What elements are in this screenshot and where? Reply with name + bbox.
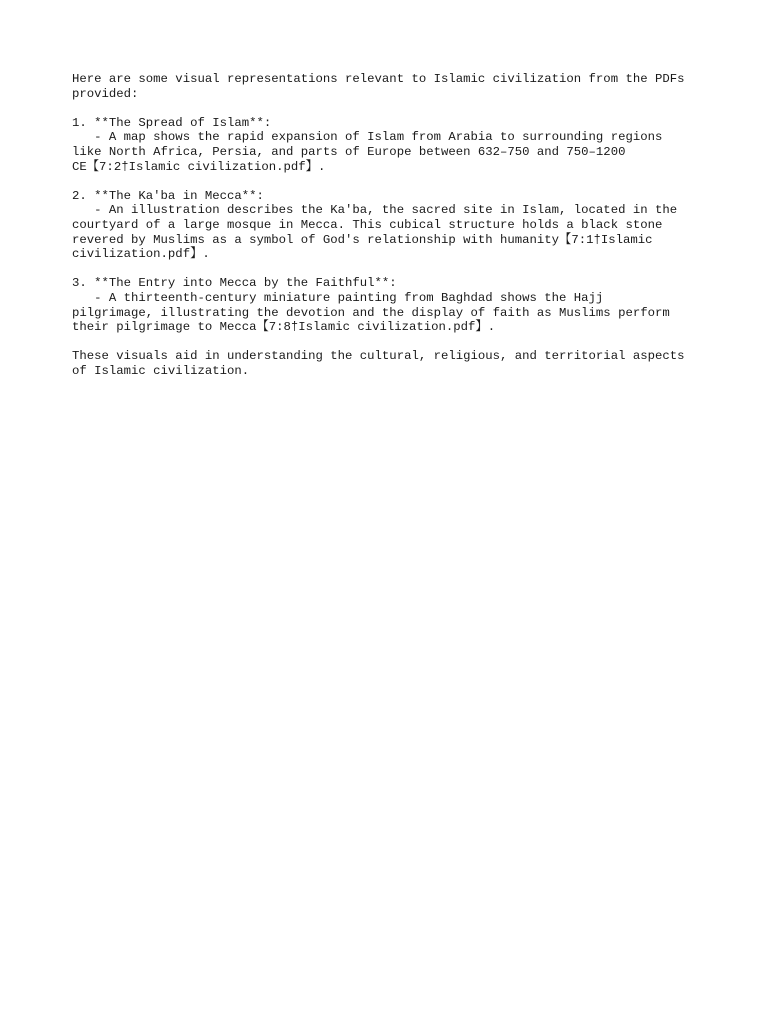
list-item-heading: 1. **The Spread of Islam**: <box>72 115 272 130</box>
intro-line: Here are some visual representations relevant to Islamic civilization from the PDFs <box>72 72 685 86</box>
list-item-heading: 3. **The Entry into Mecca by the Faithful**: <box>72 276 397 291</box>
conclusion-line: of Islamic civilization. <box>72 363 250 378</box>
intro-line: provided: <box>72 86 139 101</box>
list-item-text: civilization.pdf】. <box>72 247 210 262</box>
list-item <box>72 189 712 262</box>
list-item-text: courtyard of a large mosque in Mecca. This cubical structure holds a black stone <box>72 217 663 232</box>
list-item-text: like North Africa, Persia, and parts of Europe between 632–750 and 750–1200 <box>72 144 626 159</box>
list-item-text: their pilgrimage to Mecca【7:8†Islamic civilization.pdf】. <box>72 320 496 335</box>
list-item-text: revered by Muslims as a symbol of God's relationship with humanity【7:1†Islamic <box>72 232 653 247</box>
list-item-text: CE【7:2†Islamic civilization.pdf】. <box>72 159 326 174</box>
document-body <box>72 72 712 378</box>
intro-paragraph <box>72 72 712 101</box>
list-item-text: - A thirteenth-century miniature painting from Baghdad shows the Hajj <box>72 290 604 305</box>
conclusion-line: These visuals aid in understanding the cultural, religious, and territorial aspects <box>72 349 685 364</box>
list-item <box>72 116 712 174</box>
list-item-text: pilgrimage, illustrating the devotion and the display of faith as Muslims perform <box>72 305 670 320</box>
list-item <box>72 276 712 334</box>
list-item-heading: 2. **The Ka'ba in Mecca**: <box>72 188 264 203</box>
list-item-text: - A map shows the rapid expansion of Islam from Arabia to surrounding regions <box>72 130 663 145</box>
conclusion-paragraph <box>72 349 712 378</box>
list-item-text: - An illustration describes the Ka'ba, the sacred site in Islam, located in the <box>72 203 678 218</box>
